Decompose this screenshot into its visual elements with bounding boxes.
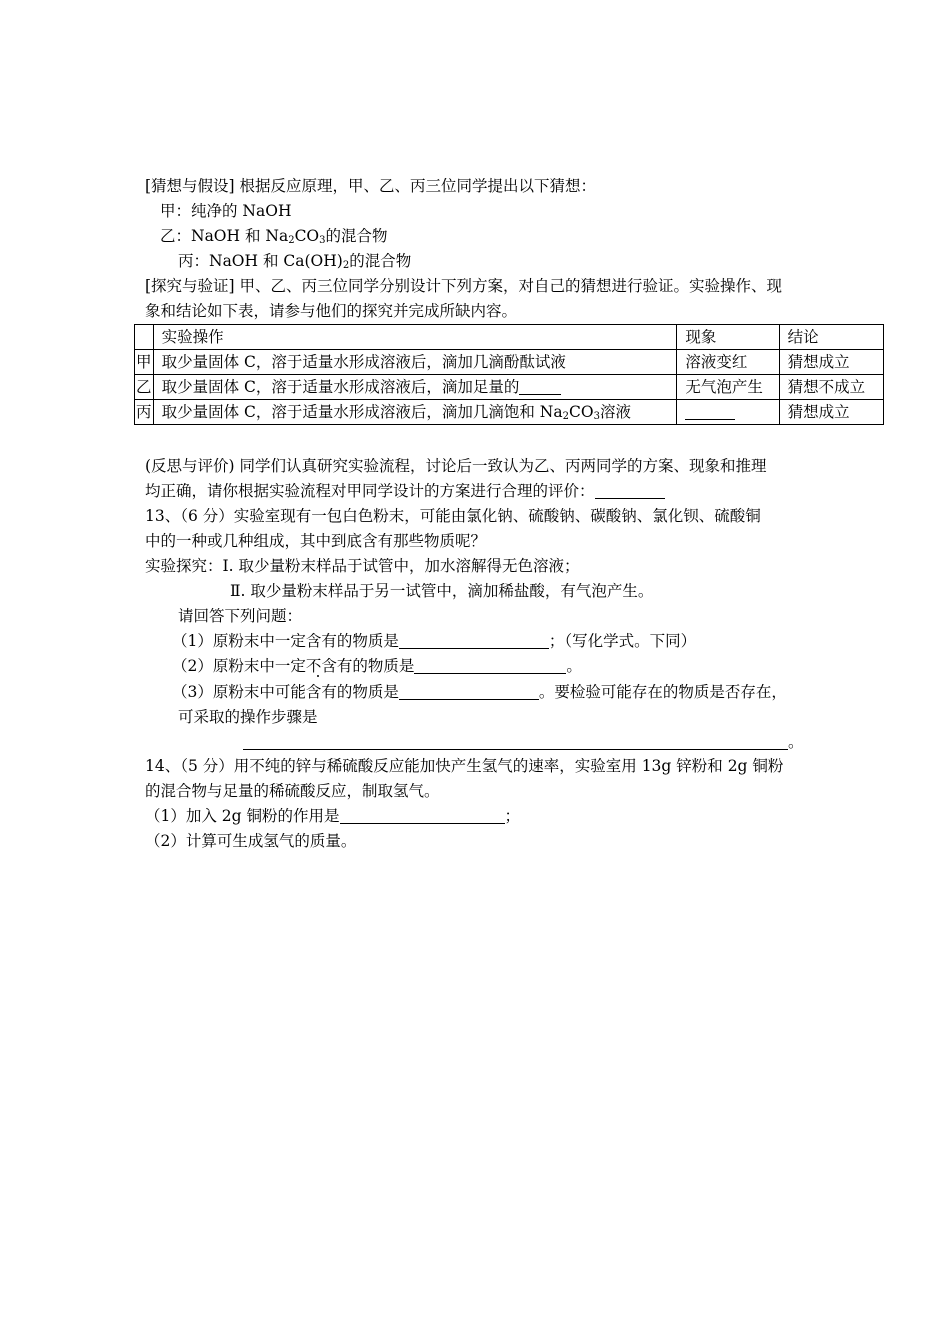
phenomenon-cell xyxy=(677,400,779,425)
answer-blank[interactable] xyxy=(519,378,561,395)
operation-cell: 取少量固体 C，溶于适量水形成溶液后，滴加足量的 xyxy=(153,375,677,400)
phenomenon-cell: 无气泡产生 xyxy=(677,375,779,400)
row-label: 乙 xyxy=(135,375,154,400)
explore-line-1: [探究与验证] 甲、乙、丙三位同学分别设计下列方案，对自己的猜想进行验证。实验操作、现 xyxy=(145,277,783,295)
q13-answer-2: （2）原粉末中一定不含有的物质是 。 xyxy=(172,657,582,675)
table-row xyxy=(135,400,884,425)
q13-answer-3-line-2: 可采取的操作步骤是 xyxy=(178,708,318,726)
answer-blank[interactable] xyxy=(595,482,665,499)
operation-cell: 取少量固体 C，溶于适量水形成溶液后，滴加几滴饱和 $Na_2CO_3$溶液 xyxy=(153,400,677,425)
emphasis-dot xyxy=(317,675,319,677)
reflection-line-2: 均正确，请你根据实验流程对甲同学设计的方案进行合理的评价： xyxy=(145,481,665,501)
reflection-line-1: (反思与评价) 同学们认真研究实验流程，讨论后一致认为乙、丙两同学的方案、现象和推理 xyxy=(145,457,767,475)
answer-blank[interactable] xyxy=(414,657,566,674)
phenomenon-cell: 溶液变红 xyxy=(677,350,779,375)
q13-line-2: 中的一种或几种组成，其中到底含有那些物质呢？ xyxy=(145,532,487,550)
q13-answer-3: （3）原粉末中可能含有的物质是 。要检验可能存在的物质是否存在， xyxy=(172,683,787,701)
answer-blank[interactable] xyxy=(685,403,735,420)
row-label: 丙 xyxy=(135,400,154,425)
explore-line-2: 象和结论如下表，请参与他们的探究并完成所缺内容。 xyxy=(145,302,518,320)
q14-answer-1: （1）加入 2g 铜粉的作用是 ； xyxy=(145,807,521,825)
conclusion-cell: 猜想成立 xyxy=(779,400,883,425)
experiment-table xyxy=(134,324,884,425)
hypothesis-jia: 甲：纯净的 NaOH xyxy=(160,202,292,220)
conclusion-cell: 猜想成立 xyxy=(779,350,883,375)
q13-step-1: 实验探究：Ⅰ. 取少量粉末样品于试管中，加水溶解得无色溶液； xyxy=(145,557,580,575)
q13-step-2: Ⅱ. 取少量粉末样品于另一试管中，滴加稀盐酸，有气泡产生。 xyxy=(230,582,654,600)
hypothesis-heading: [猜想与假设] 根据反应原理，甲、乙、丙三位同学提出以下猜想： xyxy=(145,177,597,195)
answer-blank[interactable] xyxy=(340,807,505,824)
q13-line-1: 13、（6 分）实验室现有一包白色粉末，可能由氯化钠、硫酸钠、碳酸钠、氯化钡、硫酸铜 xyxy=(145,507,761,525)
q13-answer-1: （1）原粉末中一定含有的物质是 ；（写化学式。下同） xyxy=(172,632,697,650)
table-header-cell: 实验操作 xyxy=(153,325,677,350)
table-header-row xyxy=(135,325,884,350)
q13-prompt: 请回答下列问题： xyxy=(178,607,303,625)
row-label: 甲 xyxy=(135,350,154,375)
q14-line-2: 的混合物与足量的稀硫酸反应，制取氢气。 xyxy=(145,782,440,800)
q14-line-1: 14、（5 分）用不纯的锌与稀硫酸反应能加快产生氢气的速率，实验室用 13g 锌粉和 2g 铜粉 xyxy=(145,757,784,775)
table-header-cell: 现象 xyxy=(677,325,779,350)
hypothesis-yi: 乙：NaOH 和 $Na_2CO_3$的混合物 xyxy=(160,227,388,246)
table-header-cell: 结论 xyxy=(779,325,883,350)
answer-blank[interactable] xyxy=(399,683,539,700)
operation-cell: 取少量固体 C，溶于适量水形成溶液后，滴加几滴酚酞试液 xyxy=(153,350,677,375)
table-row xyxy=(135,350,884,375)
hypothesis-bing: 丙：NaOH 和 $Ca(OH)_2$的混合物 xyxy=(178,252,412,271)
answer-blank[interactable] xyxy=(243,733,788,750)
q13-answer-3-line-3: 。 xyxy=(243,732,804,752)
q14-answer-2: （2）计算可生成氢气的质量。 xyxy=(145,832,357,850)
table-row xyxy=(135,375,884,400)
conclusion-cell: 猜想不成立 xyxy=(779,375,883,400)
answer-blank[interactable] xyxy=(399,632,549,649)
table-header-cell xyxy=(135,325,154,350)
